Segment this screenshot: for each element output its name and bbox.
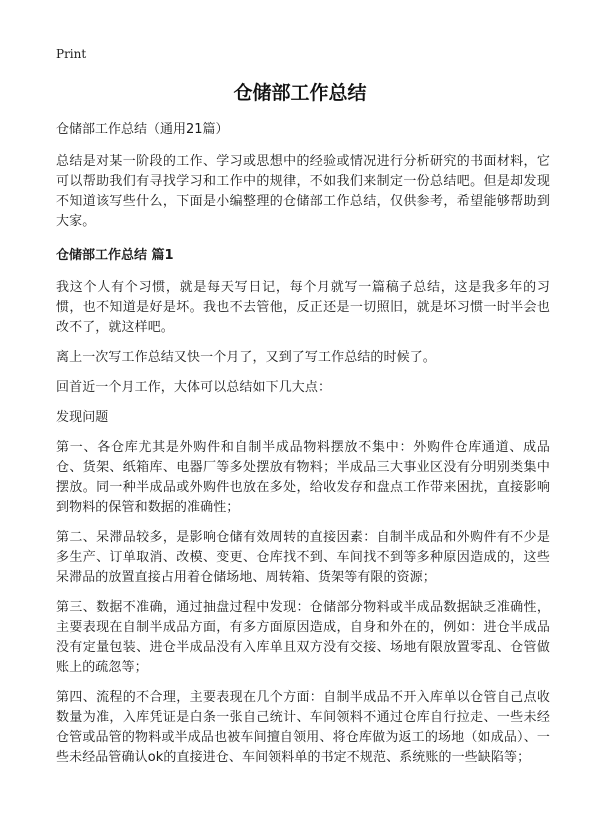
intro-paragraph: 总结是对某一阶段的工作、学习或思想中的经验或情况进行分析研究的书面材料，它可以帮助我们有寻找学习和工作中的规律，不如我们来制定一份总结吧。但是却发现不知道该写些什么，下面是小编整理的仓储部工作总结，仅供参考，希望能够帮助到大家。 <box>56 154 550 229</box>
body-paragraph: 第一、各仓库尤其是外购件和自制半成品物料摆放不集中：外购件仓库通道、成品仓、货架、纸箱库、电器厂等多处摆放有物料；半成品三大事业区没有分明别类集中摆放。同一种半成品或外购件也放在多处，给收发存和盘点工作带来困扰，直接影响到物料的保管和数据的准确性； <box>56 440 550 515</box>
body-paragraph: 第三、数据不准确，通过抽盘过程中发现：仓储部分物料或半成品数据缺乏准确性，主要表现在自制半成品方面，有多方面原因造成，自身和外在的，例如：进仓半成品没有定量包装、进仓半成品没有入库单且双方没有交接、场地有限放置零乱、仓管做账上的疏忽等； <box>56 600 550 675</box>
section-heading: 仓储部工作总结 篇1 <box>56 248 174 263</box>
body-paragraph: 离上一次写工作总结又快一个月了，又到了写工作总结的时候了。 <box>56 350 436 365</box>
body-paragraph: 回首近一个月工作，大体可以总结如下几大点： <box>56 380 332 395</box>
document-subtitle: 仓储部工作总结（通用21篇） <box>56 122 229 137</box>
print-link[interactable]: Print <box>56 47 87 61</box>
body-paragraph: 我这个人有个习惯，就是每天写日记，每个月就写一篇稿子总结，这是我多年的习惯，也不知道是好是坏。我也不去管他，反正还是一切照旧，就是坏习惯一时半会也改不了，就这样吧。 <box>56 280 550 335</box>
document-body <box>56 120 550 778</box>
body-paragraph: 发现问题 <box>56 410 109 425</box>
document-title: 仓储部工作总结 <box>233 82 367 104</box>
body-paragraph: 第二、呆滞品较多，是影响仓储有效周转的直接因素：自制半成品和外购件有不少是多生产、订单取消、改模、变更、仓库找不到、车间找不到等多种原因造成的，这些呆滞品的放置直接占用着仓储场地、周转箱、货架等有限的资源； <box>56 530 550 585</box>
body-paragraph: 第四、流程的不合理，主要表现在几个方面：自制半成品不开入库单以仓管自己点收数量为准，入库凭证是白条一张自己统计、车间领料不通过仓库自行拉走、一些未经仓管或品管的物料或半成品也被车间擅自领用、将仓库做为返工的场地（如成品）、一些未经品管确认ok的直接进仓、车间领料单的书定不规范、系统账的一些缺陷等； <box>56 690 550 765</box>
